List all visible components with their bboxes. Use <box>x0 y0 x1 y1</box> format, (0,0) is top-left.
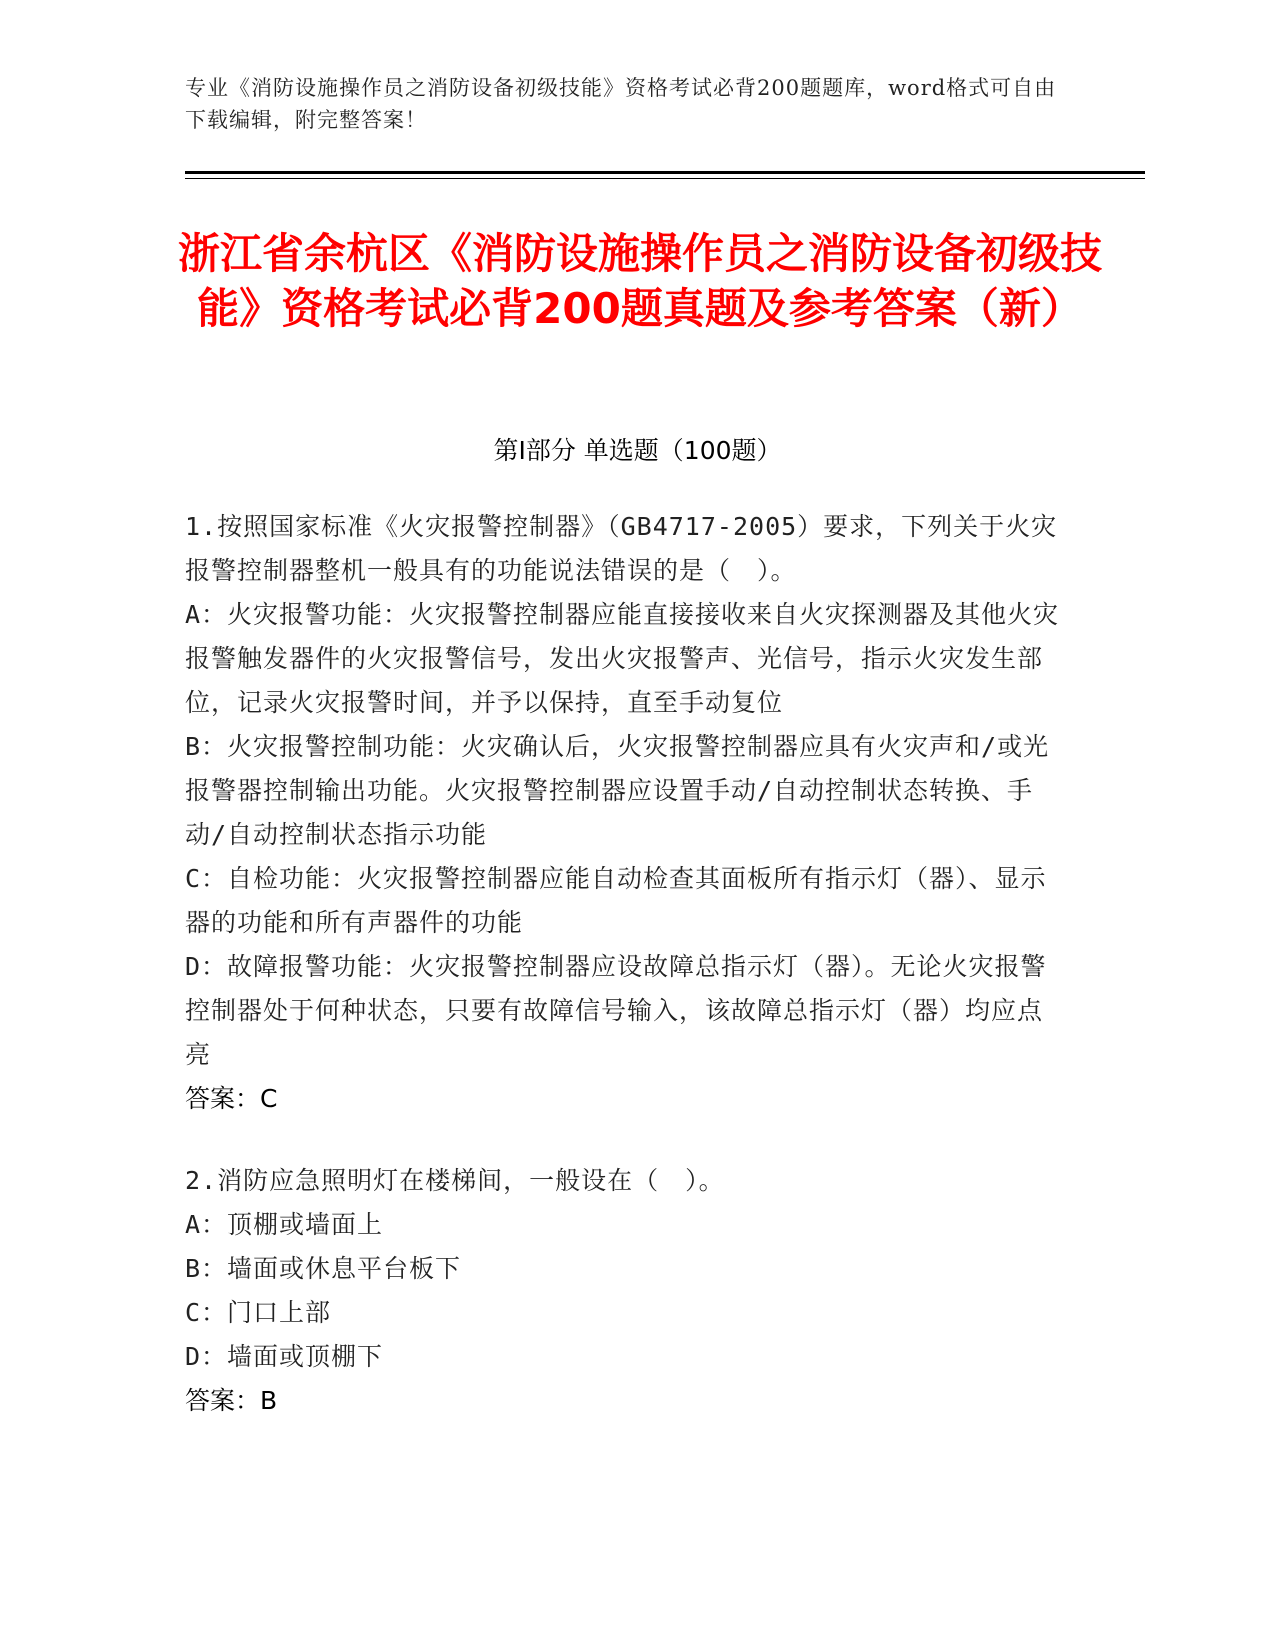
option-c: C：门口上部 <box>185 1298 332 1327</box>
option-a: A：火灾报警功能：火灾报警控制器应能直接接收来自火灾探测器及其他火灾报警触发器件的火灾报警信号，发出火灾报警声、光信号，指示火灾发生部位，记录火灾报警时间，并予以保持，直至手动复位 <box>185 600 1060 717</box>
question-stem: 2.消防应急照明灯在楼梯间，一般设在（ ）。 <box>185 1166 725 1195</box>
option-b: B：火灾报警控制功能：火灾确认后，火灾报警控制器应具有火灾声和/或光报警器控制输出功能。火灾报警控制器应设置手动/自动控制状态转换、手动/自动控制状态指示功能 <box>185 732 1050 849</box>
question-block <box>185 505 1065 1121</box>
document-title: 浙江省余杭区《消防设施操作员之消防设备初级技能》资格考试必背200题真题及参考答案（新） <box>177 229 1102 333</box>
question-stem: 1.按照国家标准《火灾报警控制器》（GB4717-2005）要求，下列关于火灾报警控制器整机一般具有的功能说法错误的是（ ）。 <box>185 512 1058 585</box>
header-note: 专业《消防设施操作员之消防设备初级技能》资格考试必背200题题库，word格式可自由下载编辑，附完整答案！ <box>185 76 1057 132</box>
question-block <box>185 1159 1065 1423</box>
option-c: C：自检功能：火灾报警控制器应能自动检查其面板所有指示灯（器）、显示器的功能和所有声器件的功能 <box>185 864 1047 937</box>
header-divider-thick <box>185 171 1145 174</box>
option-d: D：故障报警功能：火灾报警控制器应设故障总指示灯（器）。无论火灾报警控制器处于何种状态，只要有故障信号输入，该故障总指示灯（器）均应点亮 <box>185 952 1047 1069</box>
answer-line: 答案：B <box>185 1386 278 1415</box>
answer-line: 答案：C <box>185 1084 278 1113</box>
option-d: D：墙面或顶棚下 <box>185 1342 384 1371</box>
header-divider-thin <box>185 178 1145 179</box>
option-a: A：顶棚或墙面上 <box>185 1210 384 1239</box>
option-b: B：墙面或休息平台板下 <box>185 1254 462 1283</box>
section-heading: 第Ⅰ部分 单选题（100题） <box>493 436 782 465</box>
